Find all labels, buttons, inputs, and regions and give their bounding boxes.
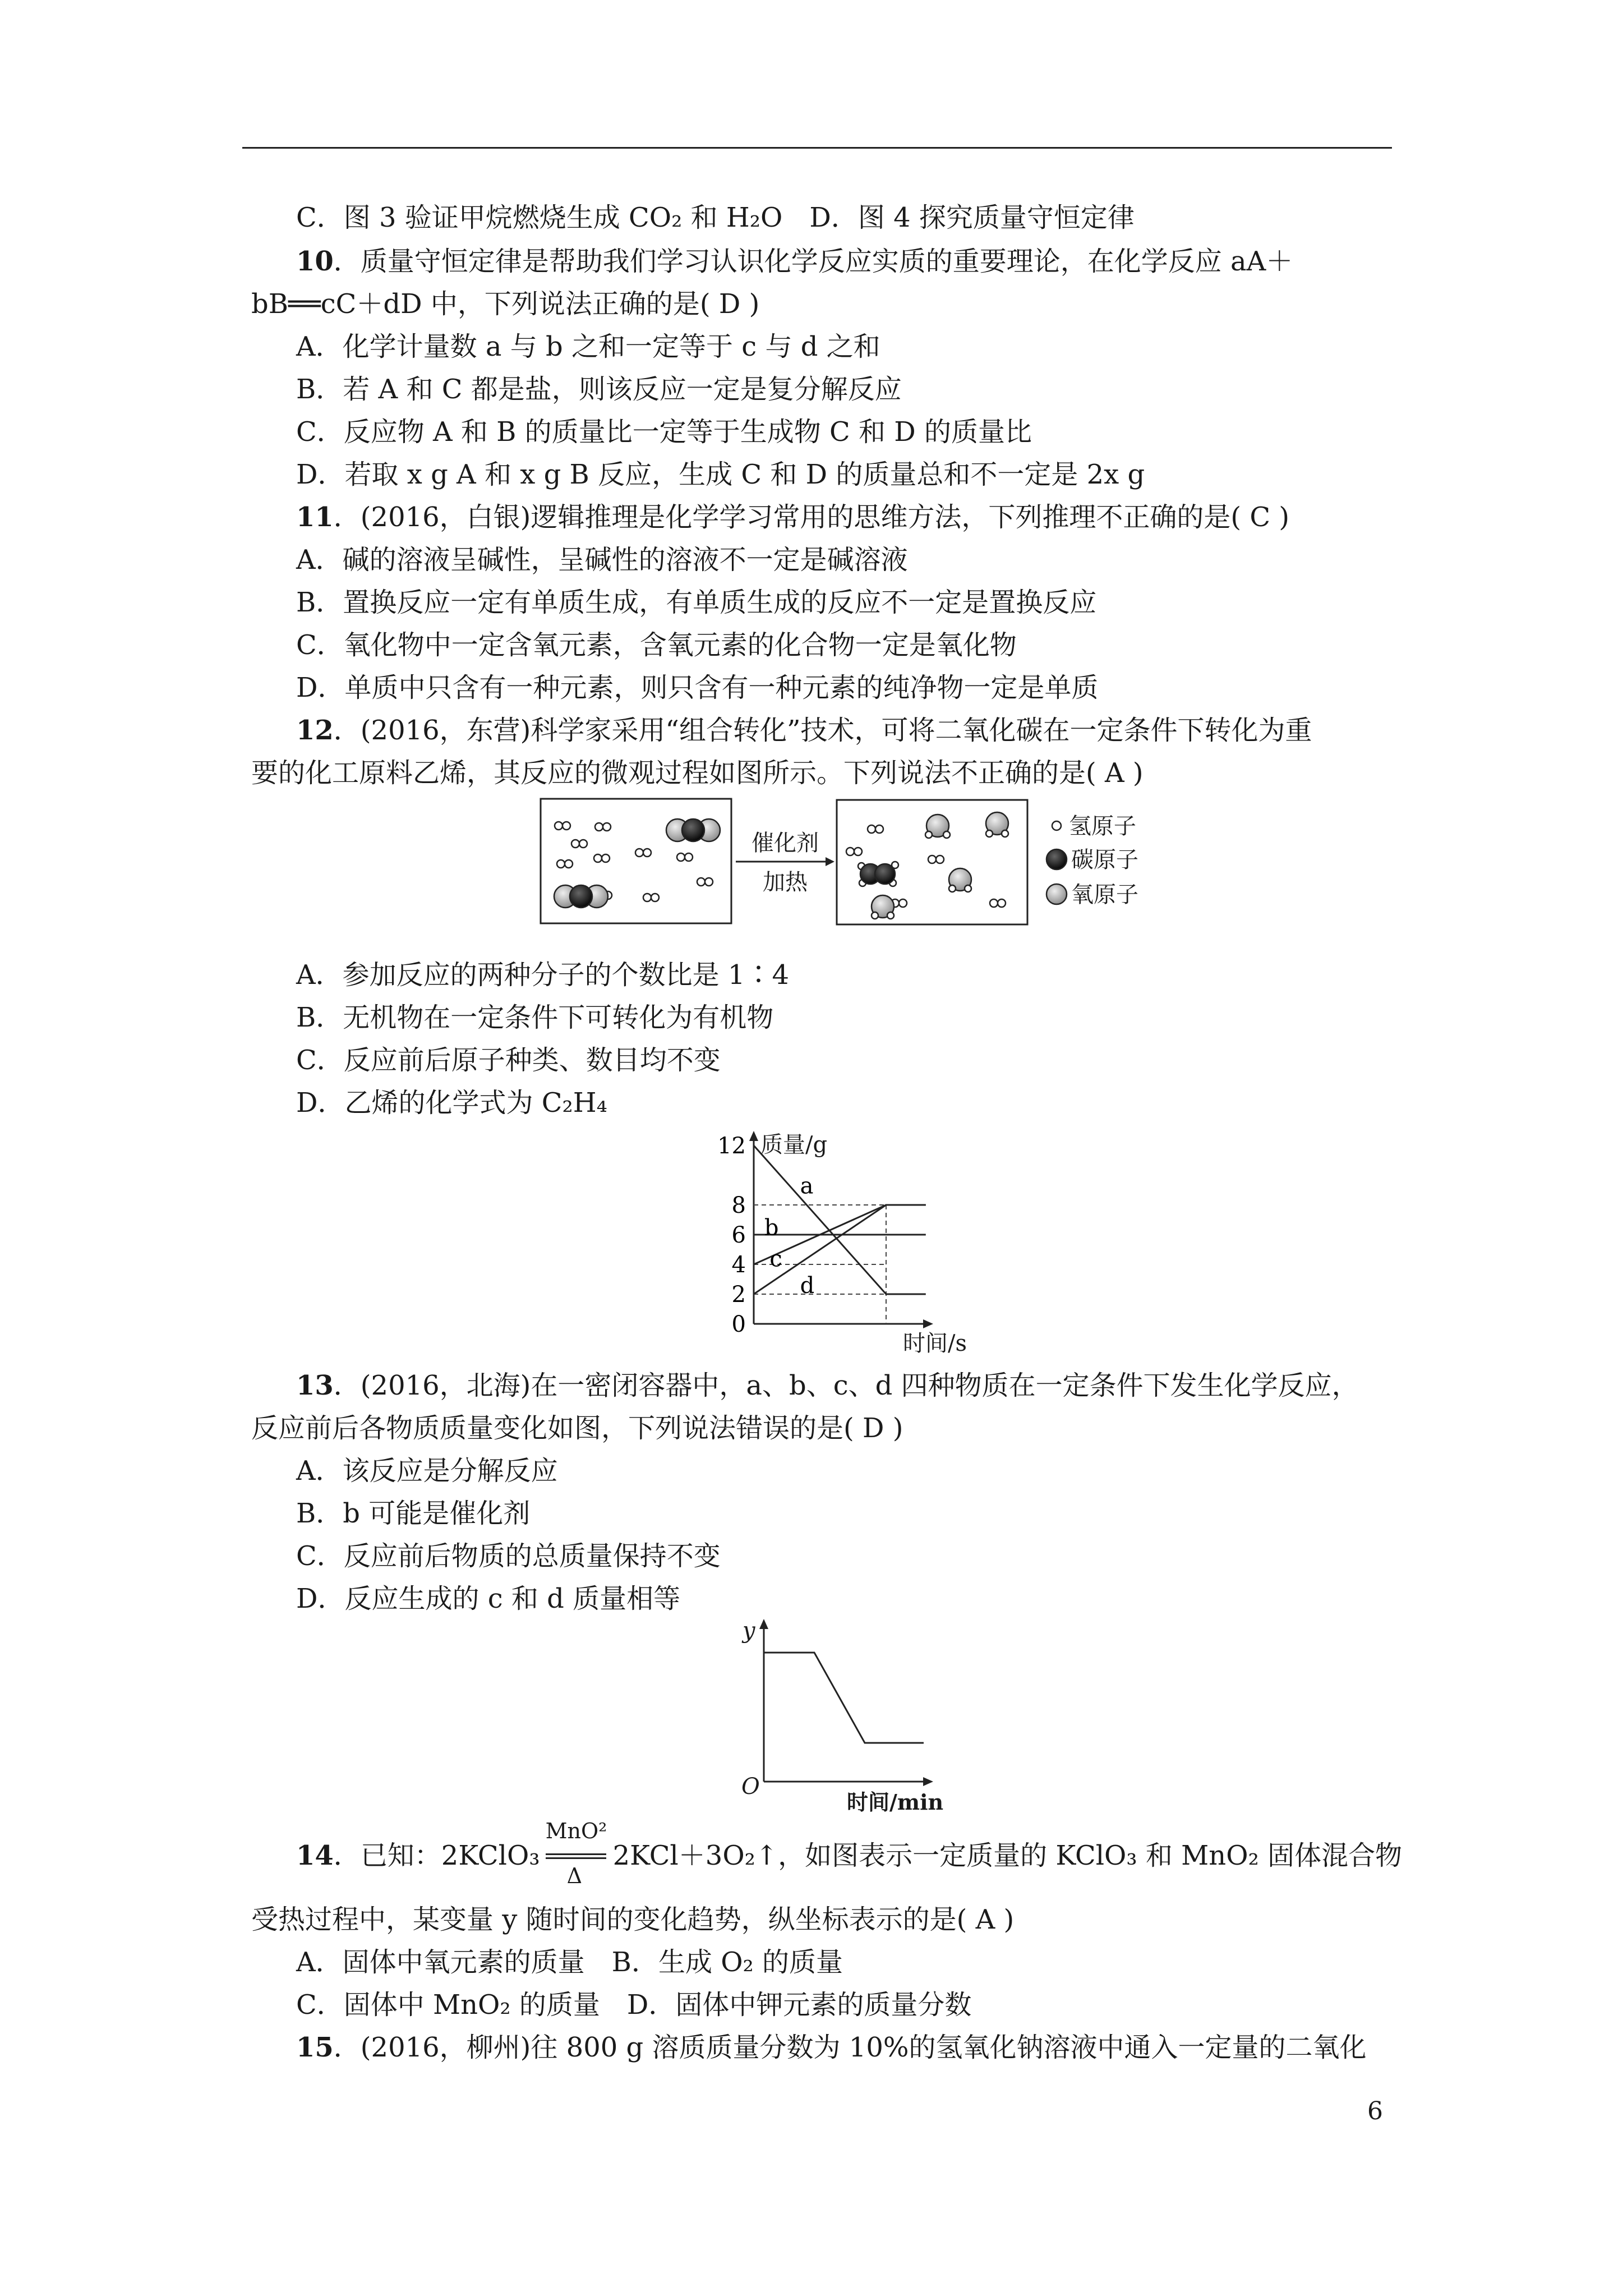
- series-label-a: a: [800, 1173, 814, 1199]
- q13-stem-line2: 反应前后各物质质量变化如图，下列说法错误的是( D ): [251, 1412, 903, 1444]
- reaction-figure: [538, 797, 1161, 931]
- q11-option-d: D．单质中只含有一种元素，则只含有一种元素的纯净物一定是单质: [296, 672, 1099, 703]
- q13-option-b: B．b 可能是催化剂: [296, 1498, 531, 1529]
- x-axis-label: 时间/s: [903, 1331, 967, 1356]
- q12-stem-line2: 要的化工原料乙烯，其反应的微观过程如图所示。下列说法不正确的是( A ): [251, 757, 1144, 789]
- legend-carbon: 碳原子: [1071, 847, 1138, 873]
- q10-number: 10: [296, 246, 334, 277]
- q12-stem-line1: [296, 714, 1312, 747]
- y-axis-label: y: [743, 1618, 755, 1644]
- q14-stem-pre: ．已知：2KClO₃: [333, 1840, 540, 1871]
- condition-over: MnO²: [545, 1819, 607, 1843]
- q10-option-b: B．若 A 和 C 都是盐，则该反应一定是复分解反应: [296, 374, 902, 405]
- ethylene-molecule: [858, 862, 898, 886]
- q14-options-ab: A．固体中氧元素的质量 B．生成 O₂ 的质量: [296, 1947, 843, 1978]
- q11-option-b: B．置换反应一定有单质生成，有单质生成的反应不一定是置换反应: [296, 587, 1097, 618]
- q12-option-c: C．反应前后原子种类、数目均不变: [296, 1045, 721, 1076]
- mass-time-graph: [684, 1128, 998, 1363]
- q14-number: 14: [296, 1840, 334, 1871]
- q11-stem: [296, 500, 1289, 534]
- q10-option-c: C．反应物 A 和 B 的质量比一定等于生成物 C 和 D 的质量比: [296, 416, 1032, 448]
- q11-stem-text: ．(2016，白银)逻辑推理是化学学习常用的思维方法，下列推理不正确的是( C ): [333, 501, 1290, 533]
- water-molecule-3: [949, 868, 971, 892]
- y-axis-label: 质量/g: [760, 1132, 828, 1158]
- q15-stem-text: ．(2016，柳州)往 800 g 溶质质量分数为 10%的氢氧化钠溶液中通入一定量的二氧化: [333, 2032, 1367, 2063]
- co2-molecule-before-2: [554, 885, 608, 908]
- series-label-d: d: [800, 1273, 815, 1299]
- header-rule: [242, 147, 1392, 149]
- y-tick-label: 0: [731, 1312, 746, 1337]
- q12-option-d: D．乙烯的化学式为 C₂H₄: [296, 1087, 607, 1119]
- reaction-arrowhead: [826, 857, 834, 866]
- legend-hydrogen: 氢原子: [1069, 813, 1136, 839]
- water-molecule-2: [986, 812, 1008, 837]
- q13-option-a: A．该反应是分解反应: [296, 1455, 558, 1487]
- q14-stem-line1: [296, 1819, 1403, 1888]
- q11-option-c: C．氧化物中一定含氧元素，含氧元素的化合物一定是氧化物: [296, 629, 1017, 661]
- q10-option-a: A．化学计量数 a 与 b 之和一定等于 c 与 d 之和: [296, 331, 880, 362]
- reaction-condition: [540, 1819, 613, 1888]
- page-number: 6: [1367, 2097, 1383, 2125]
- water-molecule-1: [925, 815, 950, 838]
- x-axis-arrow: [923, 1777, 933, 1786]
- q15-number: 15: [296, 2032, 334, 2063]
- q12-option-b: B．无机物在一定条件下可转化为有机物: [296, 1002, 774, 1033]
- y-axis-arrow: [749, 1131, 758, 1141]
- q10-stem-line2: bB══cC＋dD 中，下列说法正确的是( D ): [251, 288, 760, 320]
- y-axis-arrow: [759, 1619, 768, 1629]
- condition-under: Δ: [566, 1864, 583, 1888]
- hydrogen-atom-icon: [1052, 821, 1061, 830]
- q12-number: 12: [296, 715, 334, 746]
- oxygen-atom-icon: [1046, 884, 1067, 904]
- carbon-atom-icon: [1046, 849, 1067, 869]
- q14-stem-line2: 受热过程中，某变量 y 随时间的变化趋势，纵坐标表示的是( A ): [251, 1904, 1015, 1935]
- q15-stem: [296, 2031, 1366, 2064]
- q10-stem-line1: [296, 245, 1293, 278]
- q11-number: 11: [296, 501, 334, 533]
- series-label-c: c: [769, 1246, 782, 1272]
- q13-stem-line1: [296, 1369, 1359, 1402]
- arrow-condition-top: 催化剂: [751, 830, 819, 856]
- x-axis-label: 时间/min: [847, 1789, 944, 1815]
- q9-option-cd: C．图 3 验证甲烷燃烧生成 CO₂ 和 H₂O D．图 4 探究质量守恒定律: [296, 202, 1135, 233]
- q10-option-d: D．若取 x g A 和 x g B 反应，生成 C 和 D 的质量总和不一定是 2x g: [296, 459, 1145, 490]
- q13-option-c: C．反应前后物质的总质量保持不变: [296, 1540, 721, 1572]
- q11-option-a: A．碱的溶液呈碱性，呈碱性的溶液不一定是碱溶液: [296, 544, 908, 576]
- y-tick-label: 2: [731, 1282, 746, 1308]
- y-tick-label: 6: [731, 1222, 746, 1248]
- legend-oxygen: 氧原子: [1071, 882, 1138, 908]
- y-tick-label: 12: [717, 1133, 746, 1159]
- water-molecule-4: [872, 895, 894, 919]
- arrow-condition-bottom: 加热: [763, 869, 808, 895]
- q12-stem-text: ．(2016，东营)科学家采用“组合转化”技术，可将二氧化碳在一定条件下转化为重: [333, 715, 1312, 746]
- y-time-graph: [735, 1616, 998, 1818]
- q12-option-a: A．参加反应的两种分子的个数比是 1∶4: [296, 959, 790, 991]
- q14-stem-post: 2KCl＋3O₂↑，如图表示一定质量的 KClO₃ 和 MnO₂ 固体混合物: [612, 1840, 1403, 1871]
- series-label-b: b: [764, 1214, 779, 1241]
- y-tick-label: 4: [731, 1252, 746, 1278]
- q13-option-d: D．反应生成的 c 和 d 质量相等: [296, 1583, 681, 1614]
- y-curve: [764, 1653, 924, 1743]
- q13-number: 13: [296, 1370, 334, 1401]
- q14-options-cd: C．固体中 MnO₂ 的质量 D．固体中钾元素的质量分数: [296, 1989, 972, 2021]
- x-axis-arrow: [923, 1319, 933, 1328]
- q13-stem-text: ．(2016，北海)在一密闭容器中，a、b、c、d 四种物质在一定条件下发生化学反应，: [333, 1370, 1359, 1401]
- origin-label: O: [741, 1774, 760, 1800]
- y-tick-label: 8: [731, 1193, 746, 1218]
- condition-bar: [546, 1853, 606, 1855]
- co2-molecule-before-1: [666, 819, 720, 841]
- q10-stem-text: ．质量守恒定律是帮助我们学习认识化学反应实质的重要理论，在化学反应 aA＋: [333, 246, 1293, 277]
